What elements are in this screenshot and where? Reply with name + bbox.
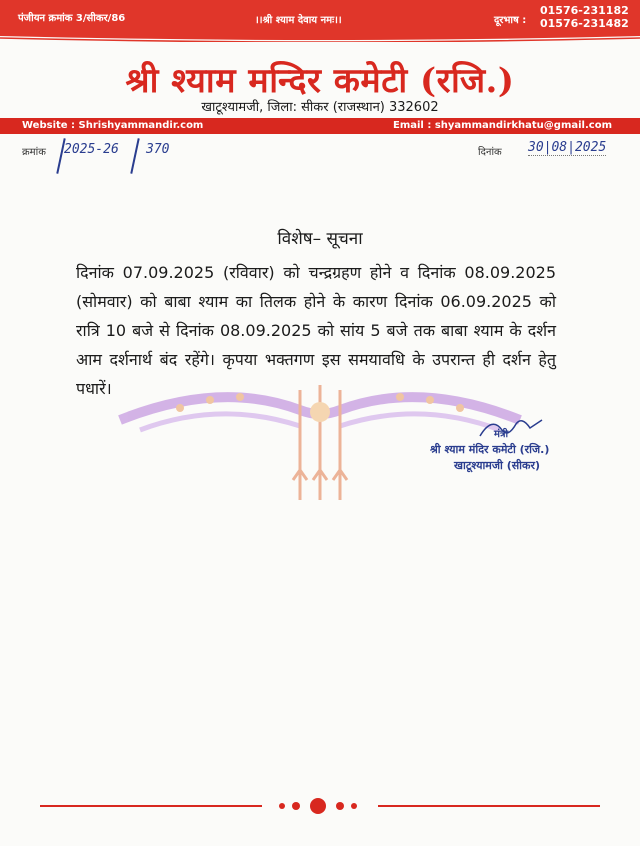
organization-name: श्री श्याम मन्दिर कमेटी (रजि.): [125, 61, 515, 101]
reference-label: क्रमांक: [22, 147, 46, 158]
phone-number-1: 01576-231182: [540, 4, 629, 17]
phone-number-2: 01576-231482: [540, 17, 629, 30]
mantra-text: ।।श्री श्याम देवाय नमः।।: [255, 15, 342, 26]
reference-row: [22, 138, 622, 178]
phone-numbers: [540, 4, 629, 30]
phone-label: दूरभाष :: [494, 15, 527, 26]
website-link[interactable]: Website : Shrishyammandir.com: [22, 120, 204, 131]
reference-divider-2: [130, 138, 139, 174]
letterhead-top-band: [0, 0, 640, 34]
date-label: दिनांक: [478, 147, 502, 158]
email-link[interactable]: Email : shyammandirkhatu@gmail.com: [393, 120, 612, 131]
date-value: 30|08|2025: [528, 140, 607, 155]
organization-address: खाटूश्यामजी, जिला: सीकर (राजस्थान) 332602: [201, 100, 439, 115]
signature-mark: [472, 412, 552, 442]
notice-body: दिनांक 07.09.2025 (रविवार) को चन्द्रग्रहण होने व दिनांक 08.09.2025 (सोमवार) को बाबा श्याम का तिलक होने के कारण दिनांक 06.09.2025 को रात्रि 10 बजे से दिनांक 08.09.2025 को सांय 5 बजे तक बाबा श्याम के दर्शन आम दर्शनार्थ बंद रहेंगे। कृपया भक्तगण इस समयावधि के उपरान्त ही दर्शन हेतु पधारें।: [76, 263, 556, 398]
contact-band: [0, 118, 640, 134]
signatory-organization: श्री श्याम मंदिर कमेटी (रजि.): [430, 443, 550, 456]
reference-year: 2025-26: [64, 142, 119, 157]
footer-ornament: [0, 796, 640, 816]
signatory-role: मंत्री: [494, 429, 509, 440]
registration-number: पंजीयन क्रमांक 3/सीकर/86: [18, 13, 126, 24]
top-band-wave: [0, 30, 640, 42]
signatory-place: खाटूश्यामजी (सीकर): [454, 459, 540, 472]
notice-title: विशेष– सूचना: [277, 229, 363, 249]
reference-serial: 370: [146, 142, 170, 157]
